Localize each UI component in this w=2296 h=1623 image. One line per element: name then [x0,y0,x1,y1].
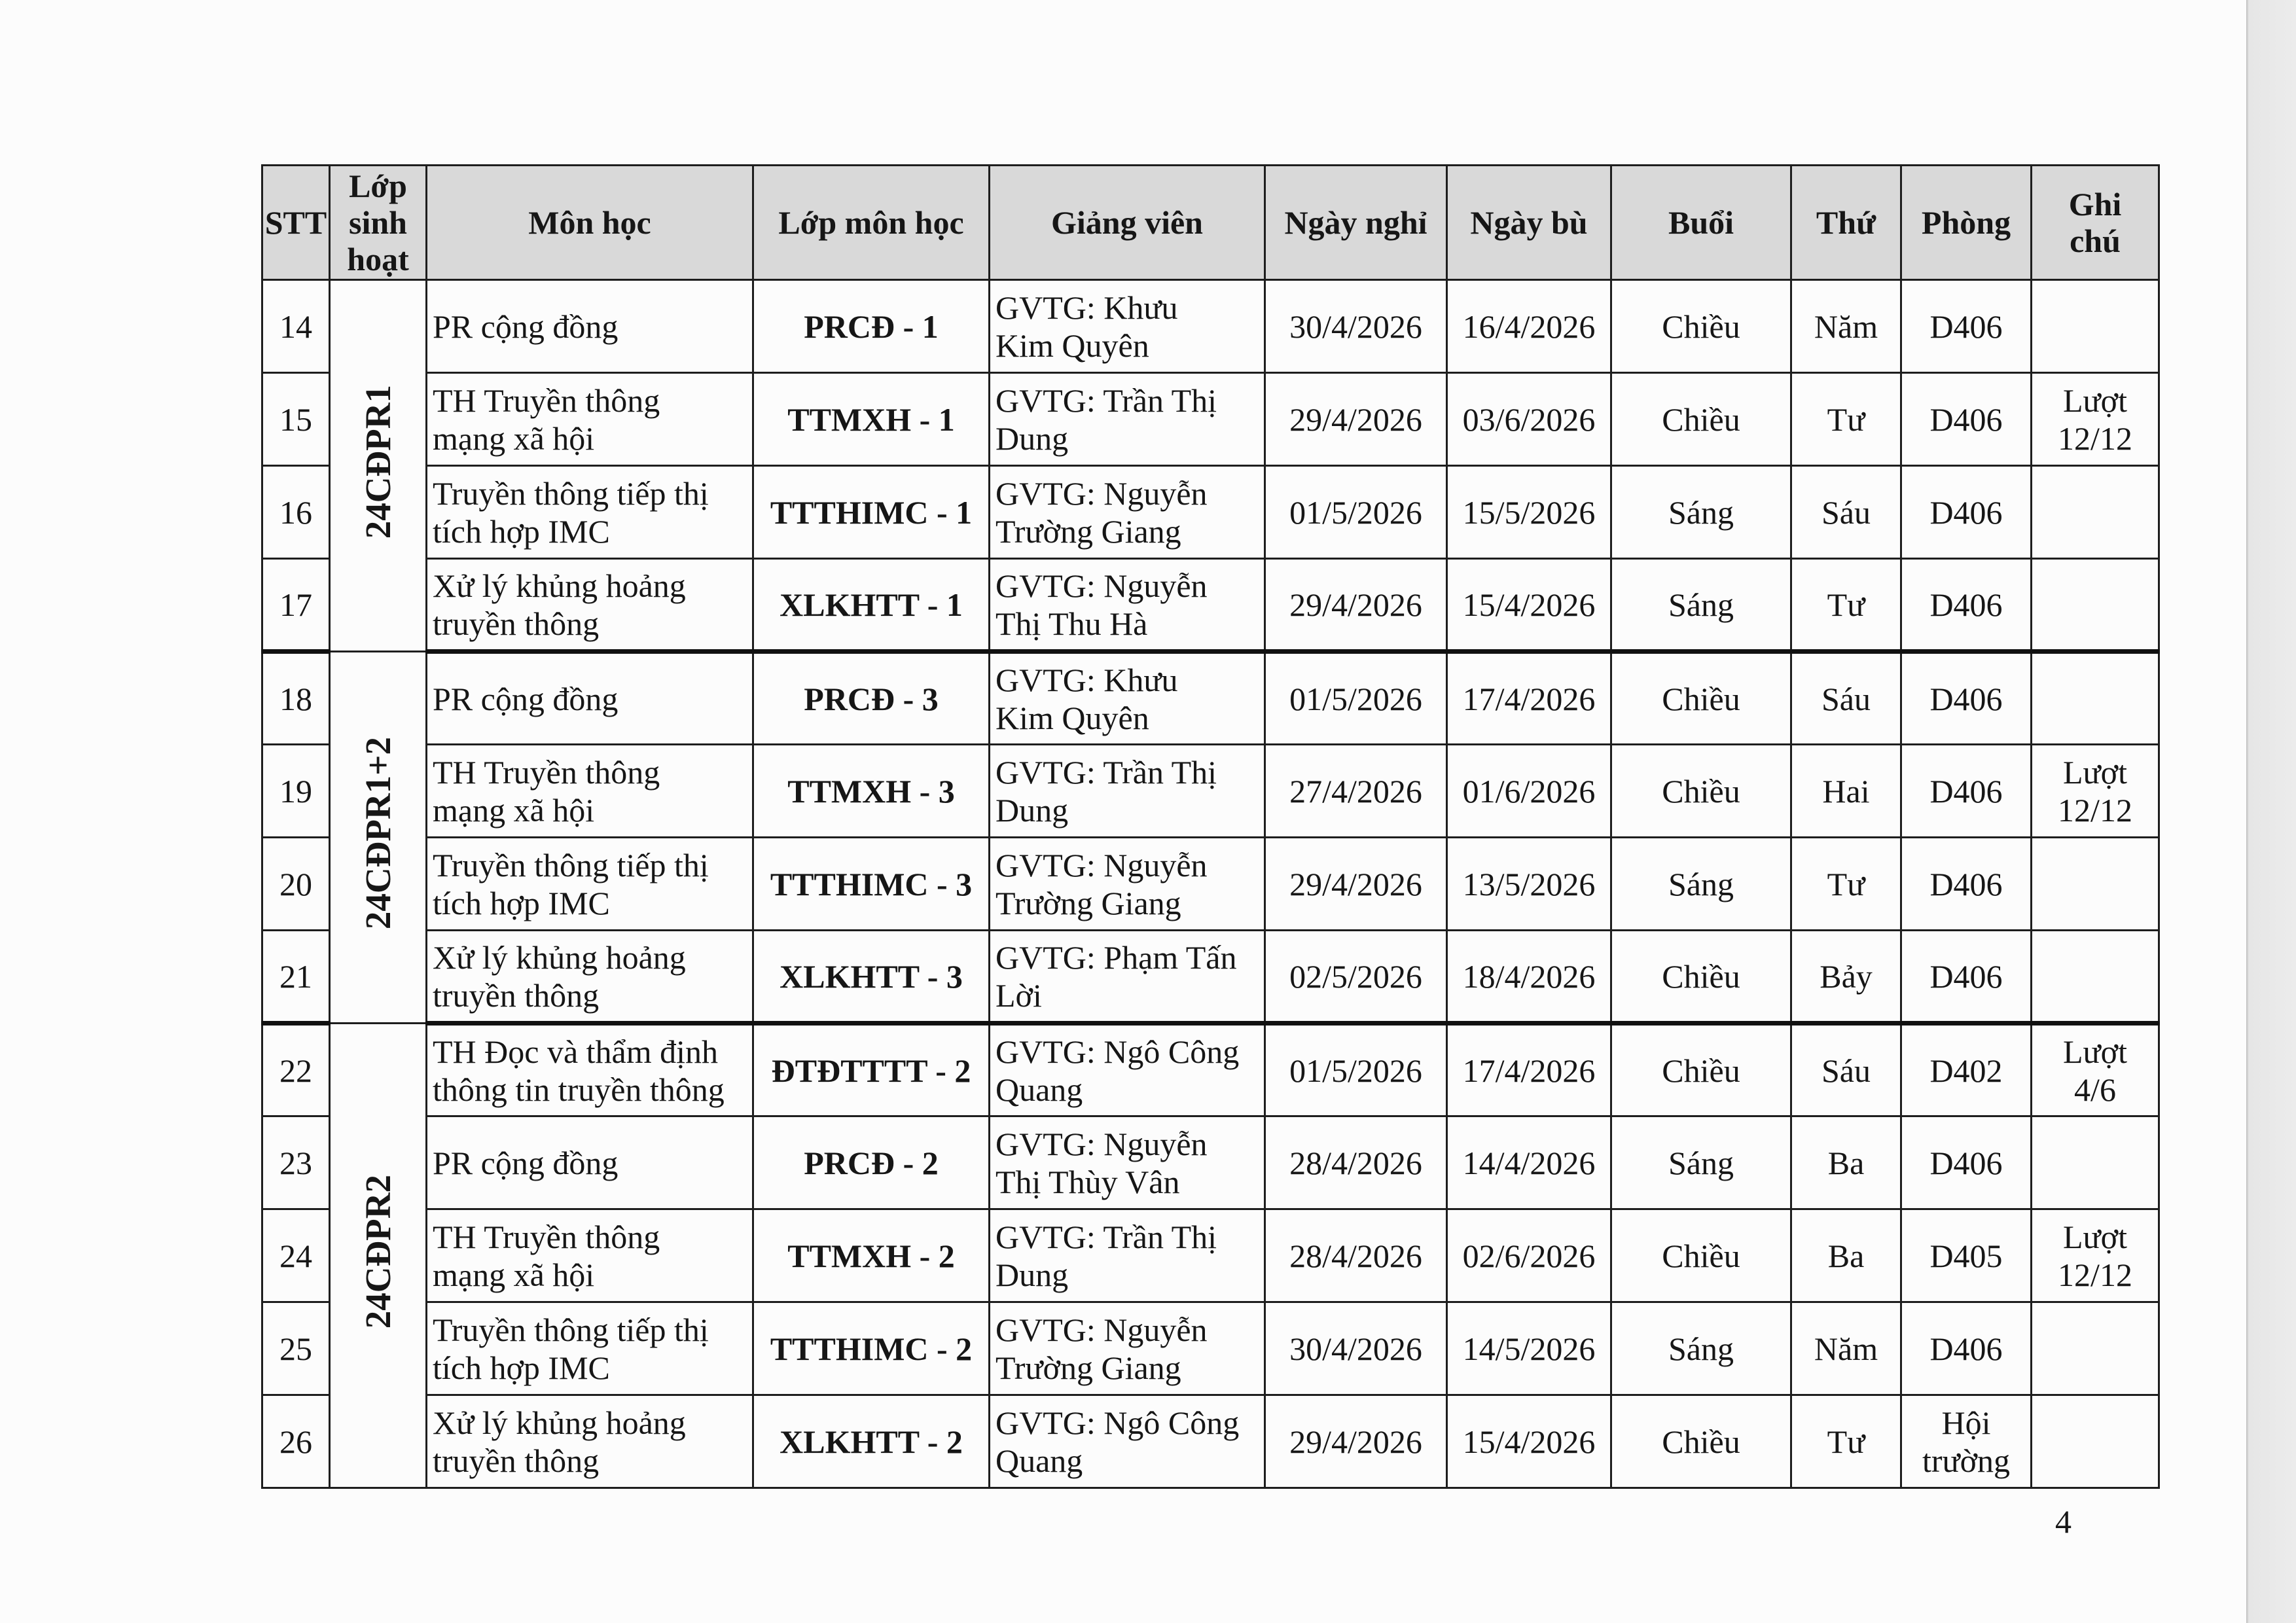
room-cell: D405 [1901,1209,2032,1302]
makeup-day-cell: 01/6/2026 [1447,745,1611,838]
subject-cell: TH Truyền thông mạng xã hội [427,745,753,838]
course-class-cell: TTMXH - 1 [753,373,990,466]
class-group-label: 24CĐPR1 [357,384,398,539]
subject-cell: PR cộng đồng [427,1116,753,1209]
stt-cell: 19 [262,745,330,838]
session-cell: Sáng [1611,466,1791,559]
course-class-cell: ĐTĐTTTT - 2 [753,1024,990,1116]
course-class-cell: TTMXH - 2 [753,1209,990,1302]
makeup-day-cell: 14/5/2026 [1447,1302,1611,1395]
table-row [262,1116,2159,1209]
lecturer-cell: GVTG: Nguyễn Thị Thùy Vân [990,1116,1265,1209]
weekday-cell: Tư [1791,373,1901,466]
session-cell: Sáng [1611,838,1791,931]
table-row [262,373,2159,466]
stt-cell: 20 [262,838,330,931]
lecturer-cell: GVTG: Ngô Công Quang [990,1024,1265,1116]
course-class-cell: PRCĐ - 2 [753,1116,990,1209]
subject-cell: TH Truyền thông mạng xã hội [427,1209,753,1302]
table-row [262,280,2159,373]
weekday-cell: Sáu [1791,466,1901,559]
session-cell: Sáng [1611,1302,1791,1395]
weekday-cell: Ba [1791,1116,1901,1209]
room-cell: D406 [1901,838,2032,931]
session-cell: Chiều [1611,280,1791,373]
weekday-cell: Năm [1791,280,1901,373]
table-row [262,652,2159,745]
subject-cell: Xử lý khủng hoảng truyền thông [427,931,753,1024]
class-group-cell [330,280,427,652]
session-cell: Sáng [1611,559,1791,652]
room-cell: D406 [1901,931,2032,1024]
makeup-day-cell: 16/4/2026 [1447,280,1611,373]
day-off-cell: 29/4/2026 [1265,1395,1447,1488]
class-group-label: 24CĐPR2 [357,1174,398,1329]
day-off-cell: 28/4/2026 [1265,1209,1447,1302]
note-cell: Lượt 12/12 [2032,745,2159,838]
header-class-group: Lớp sinh hoạt [330,166,427,280]
table-row [262,931,2159,1024]
day-off-cell: 01/5/2026 [1265,1024,1447,1116]
day-off-cell: 28/4/2026 [1265,1116,1447,1209]
table-row [262,745,2159,838]
note-cell [2032,280,2159,373]
makeup-day-cell: 17/4/2026 [1447,652,1611,745]
note-cell [2032,559,2159,652]
weekday-cell: Năm [1791,1302,1901,1395]
note-cell [2032,1116,2159,1209]
table-row [262,1024,2159,1116]
stt-cell: 14 [262,280,330,373]
subject-cell: PR cộng đồng [427,652,753,745]
note-cell: Lượt 4/6 [2032,1024,2159,1116]
table-header [262,166,2159,280]
subject-cell: TH Truyền thông mạng xã hội [427,373,753,466]
course-class-cell: TTTHIMC - 3 [753,838,990,931]
course-class-cell: PRCĐ - 1 [753,280,990,373]
lecturer-cell: GVTG: Phạm Tấn Lời [990,931,1265,1024]
room-cell: D406 [1901,745,2032,838]
day-off-cell: 30/4/2026 [1265,280,1447,373]
lecturer-cell: GVTG: Khưu Kim Quyên [990,652,1265,745]
room-cell: D406 [1901,1116,2032,1209]
weekday-cell: Ba [1791,1209,1901,1302]
header-row [262,166,2159,280]
stt-cell: 15 [262,373,330,466]
room-cell: Hội trường [1901,1395,2032,1488]
course-class-cell: TTMXH - 3 [753,745,990,838]
room-cell: D406 [1901,559,2032,652]
header-weekday: Thứ [1791,166,1901,280]
makeup-day-cell: 15/4/2026 [1447,559,1611,652]
lecturer-cell: GVTG: Khưu Kim Quyên [990,280,1265,373]
makeup-day-cell: 15/4/2026 [1447,1395,1611,1488]
makeup-day-cell: 17/4/2026 [1447,1024,1611,1116]
weekday-cell: Tư [1791,838,1901,931]
course-class-cell: XLKHTT - 1 [753,559,990,652]
makeup-day-cell: 15/5/2026 [1447,466,1611,559]
class-group-cell [330,652,427,1024]
stt-cell: 25 [262,1302,330,1395]
weekday-cell: Tư [1791,559,1901,652]
table-row [262,559,2159,652]
header-note: Ghi chú [2032,166,2159,280]
note-cell [2032,838,2159,931]
session-cell: Sáng [1611,1116,1791,1209]
page-number: 4 [2055,1503,2072,1540]
room-cell: D406 [1901,466,2032,559]
room-cell: D406 [1901,373,2032,466]
subject-cell: Truyền thông tiếp thị tích hợp IMC [427,466,753,559]
table-body [262,280,2159,1488]
day-off-cell: 29/4/2026 [1265,559,1447,652]
stt-cell: 16 [262,466,330,559]
room-cell: D406 [1901,652,2032,745]
header-stt: STT [262,166,330,280]
table-row [262,838,2159,931]
lecturer-cell: GVTG: Nguyễn Trường Giang [990,838,1265,931]
room-cell: D402 [1901,1024,2032,1116]
session-cell: Chiều [1611,745,1791,838]
course-class-cell: TTTHIMC - 1 [753,466,990,559]
stt-cell: 17 [262,559,330,652]
makeup-day-cell: 13/5/2026 [1447,838,1611,931]
subject-cell: TH Đọc và thẩm định thông tin truyền thông [427,1024,753,1116]
room-cell: D406 [1901,1302,2032,1395]
note-cell: Lượt 12/12 [2032,373,2159,466]
header-lecturer: Giảng viên [990,166,1265,280]
note-cell [2032,1395,2159,1488]
weekday-cell: Hai [1791,745,1901,838]
lecturer-cell: GVTG: Trần Thị Dung [990,745,1265,838]
lecturer-cell: GVTG: Trần Thị Dung [990,373,1265,466]
header-room: Phòng [1901,166,2032,280]
session-cell: Chiều [1611,1395,1791,1488]
subject-cell: Truyền thông tiếp thị tích hợp IMC [427,1302,753,1395]
header-subject: Môn học [427,166,753,280]
scan-edge [2246,0,2296,1623]
weekday-cell: Sáu [1791,1024,1901,1116]
header-course-class: Lớp môn học [753,166,990,280]
weekday-cell: Sáu [1791,652,1901,745]
course-class-cell: XLKHTT - 2 [753,1395,990,1488]
lecturer-cell: GVTG: Trần Thị Dung [990,1209,1265,1302]
course-class-cell: TTTHIMC - 2 [753,1302,990,1395]
session-cell: Chiều [1611,652,1791,745]
room-cell: D406 [1901,280,2032,373]
subject-cell: PR cộng đồng [427,280,753,373]
stt-cell: 23 [262,1116,330,1209]
table-row [262,466,2159,559]
day-off-cell: 27/4/2026 [1265,745,1447,838]
day-off-cell: 29/4/2026 [1265,373,1447,466]
course-class-cell: XLKHTT - 3 [753,931,990,1024]
note-cell: Lượt 12/12 [2032,1209,2159,1302]
course-class-cell: PRCĐ - 3 [753,652,990,745]
makeup-day-cell: 03/6/2026 [1447,373,1611,466]
subject-cell: Xử lý khủng hoảng truyền thông [427,559,753,652]
session-cell: Chiều [1611,1209,1791,1302]
stt-cell: 26 [262,1395,330,1488]
stt-cell: 22 [262,1024,330,1116]
class-group-label: 24CĐPR1+2 [357,737,398,930]
note-cell [2032,1302,2159,1395]
session-cell: Chiều [1611,931,1791,1024]
subject-cell: Xử lý khủng hoảng truyền thông [427,1395,753,1488]
stt-cell: 24 [262,1209,330,1302]
weekday-cell: Bảy [1791,931,1901,1024]
day-off-cell: 01/5/2026 [1265,466,1447,559]
note-cell [2032,466,2159,559]
makeup-day-cell: 02/6/2026 [1447,1209,1611,1302]
session-cell: Chiều [1611,373,1791,466]
makeup-day-cell: 18/4/2026 [1447,931,1611,1024]
table-row [262,1302,2159,1395]
day-off-cell: 01/5/2026 [1265,652,1447,745]
day-off-cell: 02/5/2026 [1265,931,1447,1024]
stt-cell: 21 [262,931,330,1024]
table-row [262,1395,2159,1488]
day-off-cell: 29/4/2026 [1265,838,1447,931]
note-cell [2032,652,2159,745]
header-day-off: Ngày nghỉ [1265,166,1447,280]
lecturer-cell: GVTG: Nguyễn Trường Giang [990,1302,1265,1395]
header-session: Buổi [1611,166,1791,280]
stt-cell: 18 [262,652,330,745]
note-cell [2032,931,2159,1024]
class-group-cell [330,1024,427,1488]
subject-cell: Truyền thông tiếp thị tích hợp IMC [427,838,753,931]
table-row [262,1209,2159,1302]
header-makeup-day: Ngày bù [1447,166,1611,280]
day-off-cell: 30/4/2026 [1265,1302,1447,1395]
lecturer-cell: GVTG: Ngô Công Quang [990,1395,1265,1488]
session-cell: Chiều [1611,1024,1791,1116]
lecturer-cell: GVTG: Nguyễn Thị Thu Hà [990,559,1265,652]
makeup-day-cell: 14/4/2026 [1447,1116,1611,1209]
lecturer-cell: GVTG: Nguyễn Trường Giang [990,466,1265,559]
schedule-table [261,164,2160,1489]
weekday-cell: Tư [1791,1395,1901,1488]
